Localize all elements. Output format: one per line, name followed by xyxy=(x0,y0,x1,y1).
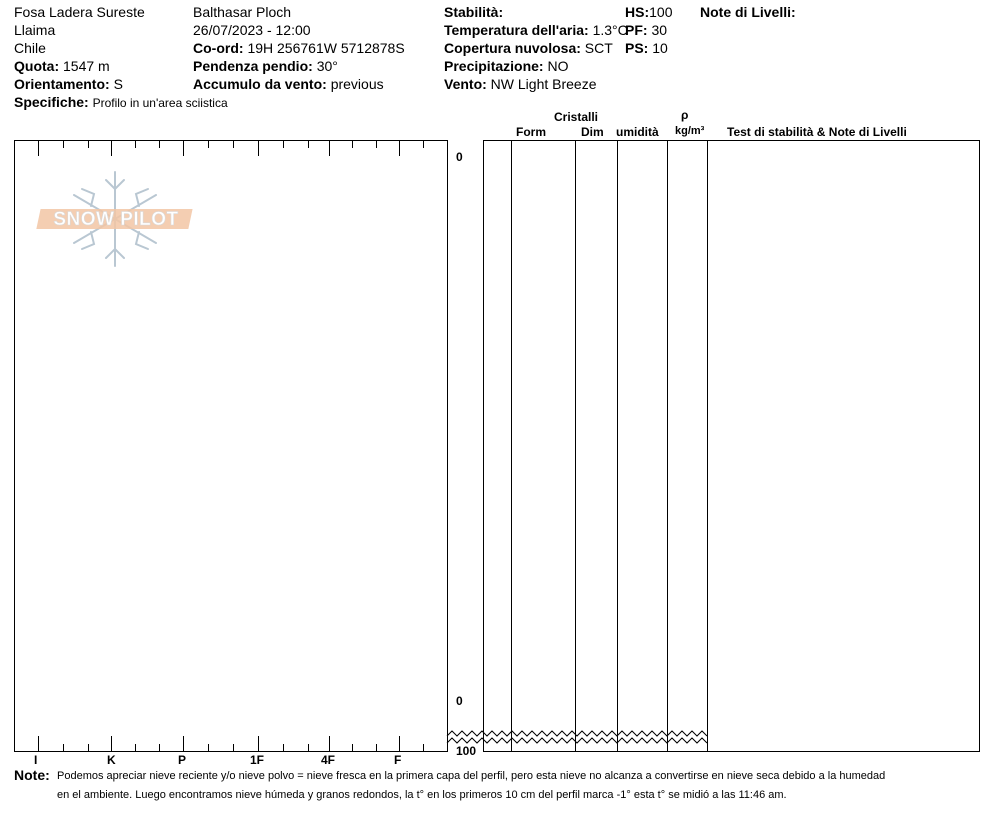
coordinates-label: Co-ord: xyxy=(193,40,244,56)
stability-tests-header: Test di stabilità & Note di Livelli xyxy=(727,125,907,139)
wind-value: NW Light Breeze xyxy=(490,76,597,92)
depth-label-top: 0 xyxy=(456,150,463,164)
air-temperature-value: 1.3°C xyxy=(592,22,628,38)
slope-angle-label: Pendenza pendio: xyxy=(193,58,313,74)
logo-text: SNOW PILOT xyxy=(53,209,179,230)
wind-loading-label: Accumulo da vento: xyxy=(193,76,327,92)
depth-label-total: 100 xyxy=(456,744,477,758)
hardness-label-one-finger: 1F xyxy=(250,753,265,767)
wind-label: Vento: xyxy=(444,76,487,92)
foot-penetration-value: 30 xyxy=(651,22,668,38)
notes-line-1: Podemos apreciar nieve reciente y/o nieve polvo = nieve fresca en la primera capa del perfil, pero esta nieve no alcanza a convertirse en nieve seca debido a la humedad xyxy=(57,770,886,782)
notes-label: Note: xyxy=(14,767,50,783)
hardness-label-four-finger: 4F xyxy=(321,753,336,767)
region-name: Llaima xyxy=(14,22,56,38)
wind-loading-value: previous xyxy=(330,76,384,92)
country-name: Chile xyxy=(14,40,46,56)
sky-cover-label: Copertura nuvolosa: xyxy=(444,40,581,56)
slope-angle-value: 30° xyxy=(316,58,338,74)
stability-label: Stabilità: xyxy=(444,4,504,20)
moisture-header: umidità xyxy=(616,125,659,139)
location-name: Fosa Ladera Sureste xyxy=(14,4,145,20)
aspect-label: Orientamento: xyxy=(14,76,110,92)
snow-height-value: 100 xyxy=(649,4,673,20)
coordinates-value: 19H 256761W 5712878S xyxy=(247,40,405,56)
ski-penetration-value: 10 xyxy=(652,40,668,56)
notes-line-2: en el ambiente. Luego encontramos nieve húmeda y granos redondos, la t° en los primeros 10 cm del perfil marca -1° esta t° se midió a las 11:46 am. xyxy=(57,789,787,801)
ski-penetration-label: PS: xyxy=(625,40,649,56)
hardness-label-pencil: P xyxy=(178,753,187,767)
layer-notes-heading: Note di Livelli: xyxy=(700,4,796,20)
density-unit-header: kg/m³ xyxy=(675,125,705,137)
hardness-label-fist: I xyxy=(34,753,38,767)
top-ticks xyxy=(39,140,424,156)
depth-label-bottom: 0 xyxy=(456,694,463,708)
table-column-lines xyxy=(512,140,708,752)
density-rho-header: ρ xyxy=(681,108,689,122)
layers-table-frame xyxy=(484,141,980,752)
crystals-header: Cristalli xyxy=(554,110,599,124)
air-temperature-label: Temperatura dell'aria: xyxy=(444,22,589,38)
hardness-label-knife: K xyxy=(107,753,116,767)
observer-name: Balthasar Ploch xyxy=(193,4,292,20)
hardness-label-fist-f: F xyxy=(394,753,402,767)
size-header: Dim xyxy=(581,125,604,139)
profile-frame xyxy=(15,141,448,752)
observation-datetime: 26/07/2023 - 12:00 xyxy=(193,22,311,38)
snow-height-label: HS: xyxy=(625,4,650,20)
form-header: Form xyxy=(516,125,546,139)
specifics-value: Profilo in un'area sciistica xyxy=(92,96,228,110)
foot-penetration-label: PF: xyxy=(625,22,648,38)
specifics-label: Specifiche: xyxy=(14,94,89,110)
elevation-label: Quota: xyxy=(14,58,60,74)
precipitation-label: Precipitazione: xyxy=(444,58,544,74)
bottom-ticks xyxy=(39,736,424,752)
precipitation-value: NO xyxy=(547,58,569,74)
elevation-value: 1547 m xyxy=(63,58,110,74)
aspect-value: S xyxy=(113,76,123,92)
sky-cover-value: SCT xyxy=(584,40,613,56)
